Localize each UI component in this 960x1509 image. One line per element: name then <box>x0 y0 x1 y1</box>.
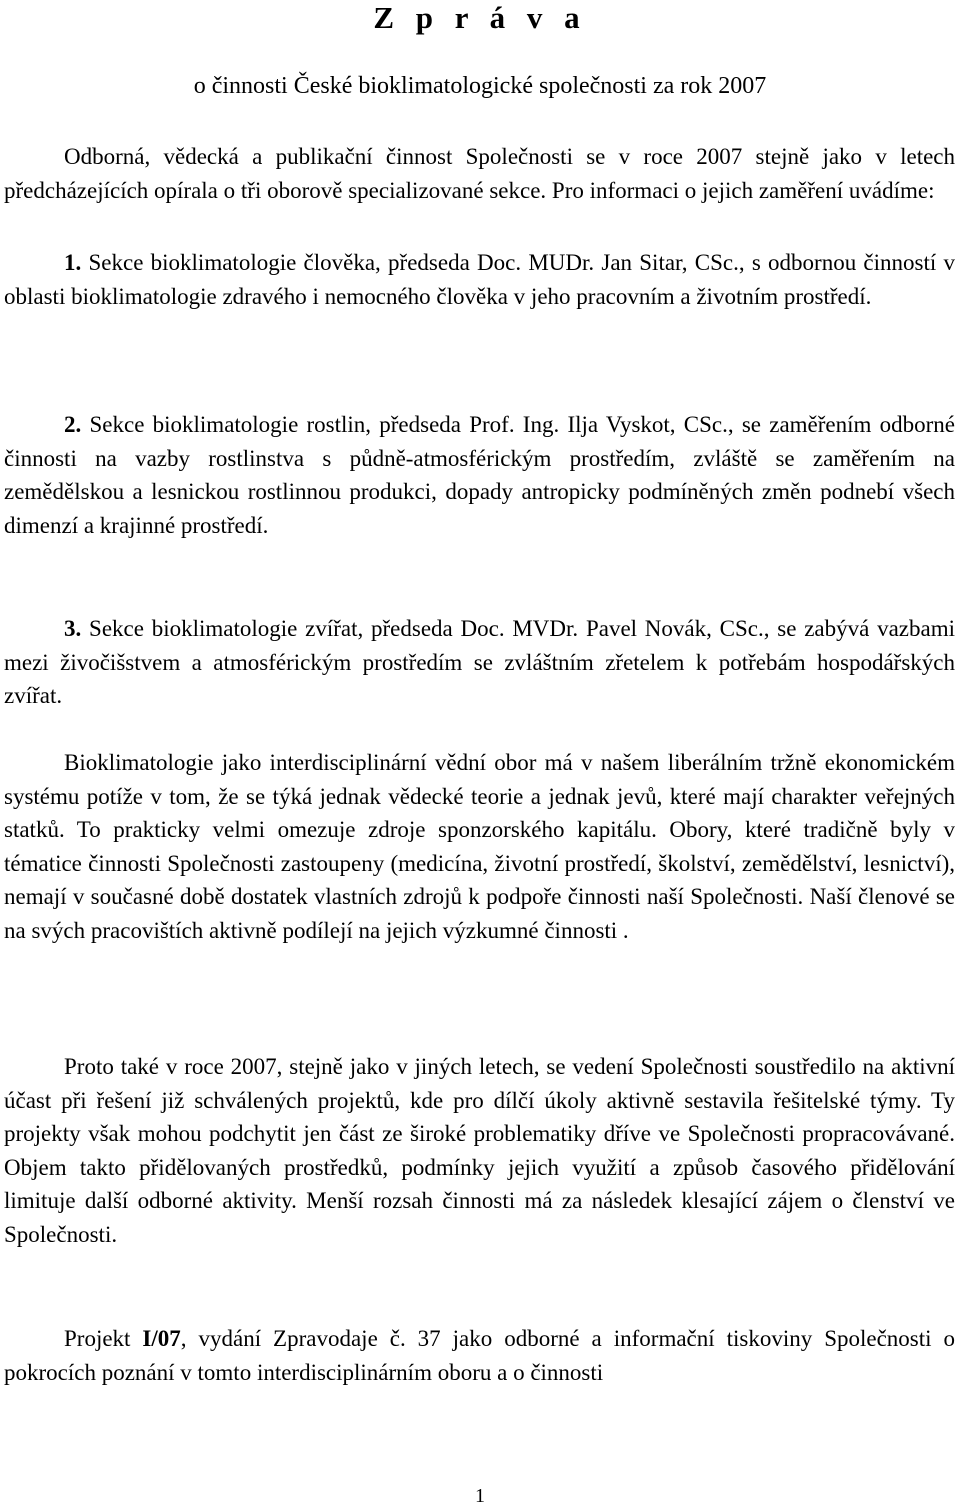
section-number: 2. <box>64 412 82 437</box>
paragraph-projekt <box>4 1322 955 1389</box>
intro-paragraph: Odborná, vědecká a publikační činnost Společnosti se v roce 2007 stejně jako v letech předcházejících opírala o tři oborově specializované sekce. Pro informaci o jejich zaměření uvádíme: <box>4 144 955 203</box>
document-title: Z p r á v a <box>373 0 587 35</box>
section-2 <box>4 408 955 542</box>
section-text: , se zabývá vazbami mezi živočišstvem a atmosférickým prostředím se zvláštním zřetelem k potřebám hospodářských zvířat. <box>4 616 956 708</box>
section-text: , s odbornou činností v oblasti bioklimatologie zdravého i nemocného člověka v jeho pracovním a životním prostředí. <box>4 250 955 309</box>
paragraph-proto: Proto také v roce 2007, stejně jako v jiných letech, se vedení Společnosti soustředilo na aktivní účast při řešení již schválených projektů, kde pro dílčí úkoly aktivně sestavila řešitelské týmy. Ty projekty však mohou podchytit jen část ze široké problematiky dříve ve Společnosti propracovávané. Objem takto přidělovaných prostředků, podmínky jejich využití a způsob časového přidělování limituje další odborné aktivity. Menší rozsah činnosti má za následek klesající zájem o členství ve Společnosti. <box>4 1054 955 1247</box>
document-subtitle: o činnosti České bioklimatologické společnosti za rok 2007 <box>193 73 767 99</box>
paragraph-bioklimatologie: Bioklimatologie jako interdisciplinární vědní obor má v našem liberálním tržně ekonomickém systému potíže v tom, že se týká jednak vědecké teorie a jednak jevů, které mají charakter veřejných statků. To prakticky velmi omezuje zdroje sponzorského kapitálu. Obory, které tradičně byly v tématice činnosti Společnosti zastoupeny (medicína, životní prostředí, školství, zemědělství, lesnictví), nemají v současné době dostatek vlastních zdrojů k podpoře činnosti naší Společnosti. Naší členové se na svých pracovištích aktivně podílejí na jejich výzkumné činnosti . <box>4 750 955 943</box>
section-1 <box>4 246 955 313</box>
projekt-lead: Projekt <box>64 1326 143 1351</box>
project-code: I/07 <box>142 1326 181 1351</box>
section-heading: Sekce bioklimatologie člověka, předseda Doc. MUDr. Jan Sitar, CSc. <box>88 250 739 275</box>
section-heading: Sekce bioklimatologie zvířat, předseda Doc. MVDr. Pavel Novák, CSc. <box>89 616 764 641</box>
section-3 <box>4 612 955 713</box>
section-heading: Sekce bioklimatologie rostlin, předseda Prof. Ing. Ilja Vyskot, CSc. <box>89 412 728 437</box>
page-number: 1 <box>475 1485 485 1507</box>
projekt-text: , vydání Zpravodaje č. 37 jako odborné a informační tiskoviny Společnosti o pokrocích poznání v tomto interdisciplinárním oboru a o činnosti <box>4 1326 955 1385</box>
section-number: 1. <box>64 250 82 275</box>
section-text: , se zaměřením odborné činnosti na vazby rostlinstva s půdně-atmosférickým prostředím, zvláště se zaměřením na zemědělskou a lesnickou rostlinnou produkci, dopady antropicky podmíněných změn podnebí všech dimenzí a krajinné prostředí. <box>4 412 955 538</box>
section-number: 3. <box>64 616 82 641</box>
